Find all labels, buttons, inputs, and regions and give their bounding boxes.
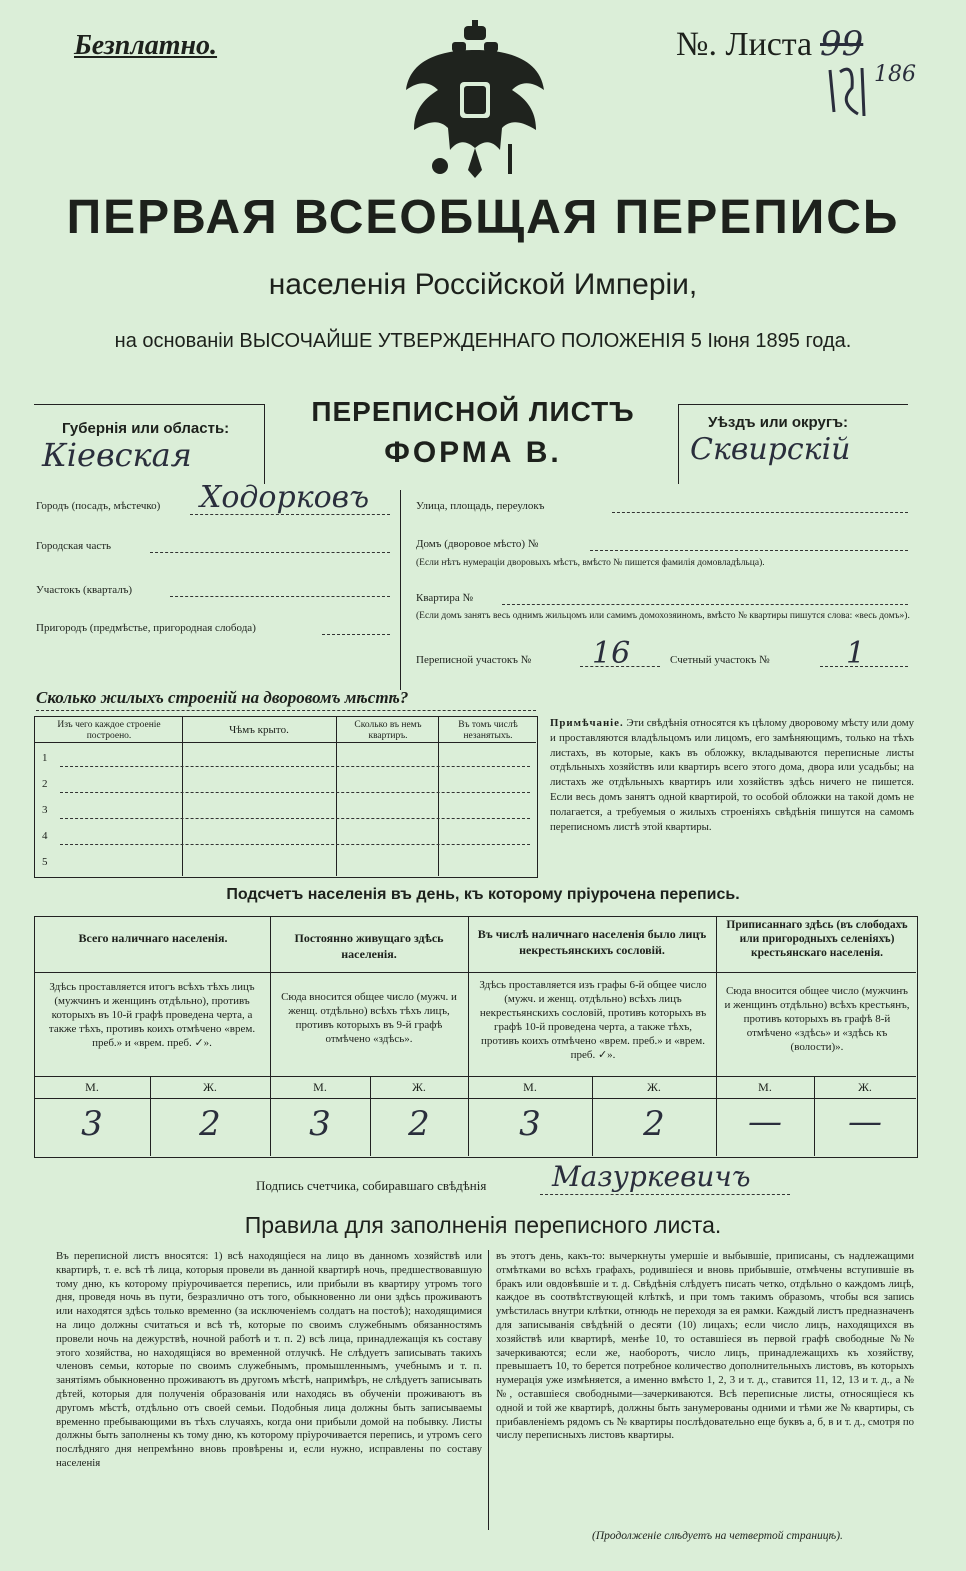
buildings-row-2: 2	[42, 778, 48, 790]
buildings-row-1: 1	[42, 752, 48, 764]
sheet-number-label: №. Листа	[676, 26, 813, 63]
buildings-row-3: 3	[42, 804, 48, 816]
suburb-label: Пригородъ (предмѣстье, пригородная слобода)	[36, 622, 256, 634]
census-district-value: 16	[592, 636, 631, 671]
pop-col2-f-label: Ж.	[412, 1080, 426, 1094]
pop-col3-m-label: М.	[523, 1080, 537, 1094]
city-part-label: Городская часть	[36, 540, 112, 552]
uezd-label: Уѣздъ или округъ:	[708, 414, 849, 431]
pop-col3-head: Въ числѣ наличнаго населенія было лицъ некрестьянскихъ сословій.	[477, 927, 707, 957]
buildings-col-material: Изъ чего каждое строеніе построено.	[57, 720, 161, 741]
district-label: Участокъ (кварталъ)	[36, 584, 133, 596]
house-note: (Если нѣтъ нумераціи дворовыхъ мѣстъ, вмѣсто № пишется фамилія домовладѣльца).	[416, 558, 765, 568]
pop-col4-body: Сюда вносится общее число (мужчинъ и женщинъ отдѣльно) всѣхъ крестьянъ, противъ которыхъ въ графѣ 8-й отмѣчено «здѣсь» и «здѣсь къ (волости)».	[724, 985, 910, 1053]
pop-col1-body: Здѣсь проставляется итогъ всѣхъ тѣхъ лицъ (мужчинъ и женщинъ отдѣльно), противъ которыхъ въ 10-й графѣ проведена черта, а также тѣхъ, противъ коихъ отмѣчено «врем. преб.» и «врем. преб. ✓».	[48, 981, 256, 1049]
pop-col3-f-label: Ж.	[647, 1080, 661, 1094]
pop-col2-f-value: 2	[408, 1104, 430, 1144]
buildings-question: Сколько жилыхъ строеній на дворовомъ мѣстѣ?	[36, 688, 409, 707]
note-text: Эти свѣдѣнія относятся къ цѣлому дворовому мѣсту или дому и проставляются владѣльцомъ или лицомъ, его замѣняющимъ, только на тѣхъ листахъ, въ которые, какъ въ обложку, вкладываются переписные листы отдѣльныхъ хозяйствъ или квартиръ всего этого дома, двора или усадьбы; на листахъ же отдѣльныхъ квартиръ или хозяйствъ здѣсь ничего не пишется. Если весь домъ занятъ одной квартирой, то особой обложки на такой домъ не полагается, а требуемыя о жилыхъ строеніяхъ свѣдѣнія пишутся на самомъ переписномъ листѣ этой квартиры.	[550, 717, 914, 833]
basis-line: на основаніи ВЫСОЧАЙШЕ УТВЕРЖДЕННАГО ПОЛОЖЕНІЯ 5 Іюня 1895 года.	[114, 330, 852, 352]
buildings-row-4: 4	[42, 830, 48, 842]
pop-col3-f-value: 2	[643, 1104, 665, 1144]
count-district-value: 1	[846, 636, 866, 671]
sheet-number-value: 186	[874, 62, 916, 87]
form-title: ПЕРЕПИСНОЙ ЛИСТЪ	[311, 396, 635, 427]
census-district-label: Переписной участокъ №	[416, 654, 532, 666]
pop-col1-f-value: 2	[199, 1104, 221, 1144]
population-title: Подсчетъ населенія въ день, къ которому пріурочена перепись.	[226, 886, 740, 903]
free-label: Безплатно.	[74, 30, 218, 61]
pop-col4-head: Приписаннаго здѣсь (въ слободахъ или пригородныхъ селеніяхъ) крестьянскаго населенія.	[726, 919, 908, 959]
pop-col4-m-value: —	[748, 1102, 782, 1142]
apartment-label: Квартира №	[416, 592, 473, 604]
pop-col4-f-value: —	[848, 1102, 882, 1142]
subtitle: населенія Россійской Имперіи,	[268, 268, 698, 301]
apartment-note: (Если домъ занятъ весь однимъ жильцомъ или самимъ домохозяиномъ, вмѣсто № квартиры пишутся слова: «весь домъ»).	[416, 611, 910, 621]
rules-continued: (Продолженіе слѣдуетъ на четвертой страницѣ).	[592, 1530, 843, 1542]
house-label: Домъ (дворовое мѣсто) №	[416, 538, 539, 550]
street-label: Улица, площадь, переулокъ	[416, 500, 545, 512]
uezd-value: Сквирскій	[690, 432, 851, 467]
form-name: ФОРМА В.	[384, 436, 562, 469]
rules-right-text: въ этотъ день, какъ-то: вычеркнуты умершіе и выбывшіе, приписаны, съ надлежащими отмѣтками во всѣхъ графахъ, родившіеся и вновь прибывшіе, отмѣчены вступившіе въ бракъ или овдовѣвшіе и т. д. Свѣдѣнія слѣдуетъ писать четко, отдѣльно о каждомъ лицѣ, каждое въ соотвѣтствующей клѣткѣ, и при томъ такимъ образомъ, чтобы вся запись умѣстилась внутри клѣтки, отнюдь не переходя за ея рамки. Каждый листъ предназначенъ для записыванія свѣдѣній о десяти (10) лицахъ; если число лицъ, находящихся въ хозяйствѣ или квартирѣ, менѣе 10, то оставшіеся въ первой графѣ свободные №№ зачеркиваются; если же, наоборотъ, число лицъ, принадлежащихъ къ хозяйству, превышаетъ 10, то берется потребное количество дополнительныхъ листовъ, въ которыхъ нумерація уже измѣняется, а именно вмѣсто 1, 2, 3 и т. д., ставится 11, 12, 13 и т. д., а №№, оставшіеся свободными—зачеркиваются. Всѣ переписные листы, относящіеся къ одной и той же квартирѣ, должны быть занумерованы одними и тѣми же № квартиры, съ прибавленіемъ рядомъ съ № квартиры послѣдовательно еще буквъ а, б, в и т. д., смотря по числу переписныхъ листовъ квартиры.	[496, 1250, 914, 1442]
pop-col1-m-label: М.	[85, 1080, 99, 1094]
pop-col1-m-value: 3	[81, 1104, 103, 1144]
pop-col3-body: Здѣсь проставляется изъ графы 6-й общее число (мужч. и женщ. отдѣльно) всѣхъ лицъ некрестьянскихъ сословій, противъ которыхъ въ графѣ 10-й проведена черта, а также тѣхъ, противъ коихъ отмѣчено «врем. преб.» и «врем. преб. ✓».	[479, 979, 707, 1061]
count-district-label: Счетный участокъ №	[670, 654, 770, 666]
signature-label: Подпись счетчика, собиравшаго свѣдѣнія	[256, 1178, 487, 1193]
buildings-note	[550, 716, 914, 834]
imperial-eagle-emblem	[400, 20, 550, 180]
city-label: Городъ (посадъ, мѣстечко)	[36, 500, 161, 512]
pop-col4-f-label: Ж.	[858, 1080, 872, 1094]
pop-col4-m-label: М.	[758, 1080, 772, 1094]
pop-col2-m-label: М.	[313, 1080, 327, 1094]
note-title: Примѣчаніе.	[550, 717, 624, 729]
sheet-number-scribble	[824, 62, 874, 122]
signature-value: Мазуркевичъ	[552, 1160, 751, 1193]
buildings-col-roof: Чѣмъ крыто.	[229, 724, 289, 736]
guberniya-value: Кіевская	[42, 436, 192, 474]
guberniya-label: Губернія или область:	[62, 420, 230, 437]
rules-title: Правила для заполненія переписного листа.	[244, 1212, 722, 1238]
pop-col1-head: Всего наличнаго населенія.	[78, 931, 228, 945]
sheet-number-crossed: 99	[820, 24, 864, 64]
pop-col3-m-value: 3	[519, 1104, 541, 1144]
pop-col2-head: Постоянно живущаго здѣсь населенія.	[294, 931, 444, 961]
buildings-col-apartments: Сколько въ немъ квартиръ.	[354, 720, 422, 741]
pop-col2-body: Сюда вносится общее число (мужч. и женщ. отдѣльно) всѣхъ тѣхъ лицъ, противъ которыхъ въ 9-й графѣ отмѣчено «здѣсь».	[281, 991, 457, 1045]
rules-left-text: Въ переписной листъ вносятся: 1) всѣ находящіеся на лицо въ данномъ хозяйствѣ или квартирѣ, т. е. всѣ тѣ лица, которыя провели въ данной квартирѣ ночь, предшествовавшую тому дню, къ которому пріурочивается перепись, или прибыли въ квартиру утромъ того дня, проведя ночь въ пути, безразлично отъ того, обыкновенно ли они здѣсь проживаютъ или находятся здѣсь только временно (за исключеніемъ солдатъ на постоѣ); находящимися на лицо должны считаться и всѣ тѣ, которые по своимъ служебнымъ обязанностямъ провели ночь на дежурствѣ, ночной работѣ и т. п. 2) всѣ лица, принадлежащія къ составу этого хозяйства, но находящіяся во временной отлучкѣ. Не слѣдуетъ записывать такихъ членовъ семьи, которые по своимъ служебнымъ, промышленнымъ, учебнымъ и т. п. занятіямъ обыкновенно проживаютъ въ другомъ мѣстѣ, напримѣръ, не слѣдуетъ записывать дѣтей, которыя для полученія образованія или находясь въ обученіи проживаютъ въ другомъ мѣстѣ, отдѣльно отъ своей семьи. Подобныя лица должны быть записываемы временно пребывающими въ тѣхъ случаяхъ, когда они прибыли домой на побывку. Листы должны быть заполнены къ тому дню, къ которому пріурочивается перепись, и утромъ сего послѣдняго дня непремѣнно вновь провѣрены и, если нужно, исправлены по составу населенія	[56, 1250, 482, 1469]
pop-col1-f-label: Ж.	[203, 1080, 217, 1094]
pop-col2-m-value: 3	[309, 1104, 331, 1144]
city-value: Ходорковъ	[200, 480, 370, 515]
main-title: ПЕРВАЯ ВСЕОБЩАЯ ПЕРЕПИСЬ	[66, 191, 900, 244]
buildings-col-vacant: Въ томъ числѣ незанятыхъ.	[458, 720, 518, 741]
buildings-row-5: 5	[42, 856, 48, 868]
